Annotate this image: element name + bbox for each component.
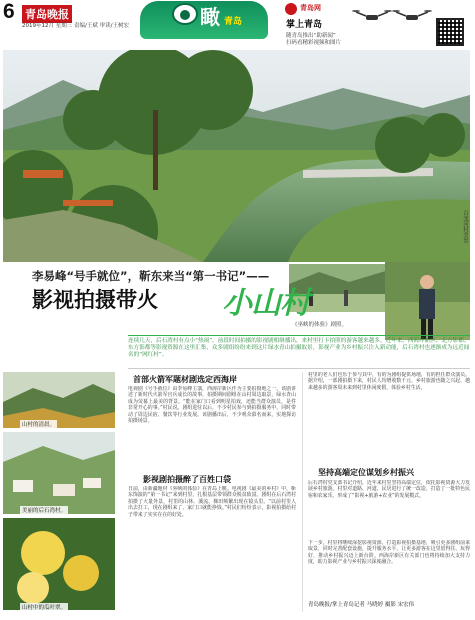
- photo-caption: 《巫峡的体验》剧照。: [292, 322, 348, 328]
- side-photo: [3, 518, 115, 610]
- date-line: 2019年12月 星期三 责编/王斌 审读/王树宏: [22, 23, 129, 29]
- article-headline-art: 小山村: [222, 286, 309, 321]
- body-text: 后石湾村党支部书记介绍，近年来村里坚持高端定位，依托影视资源大力发展乡村旅游。村里对道路、河道、民居进行了统一改造，打造了一批特色民宿和农家乐，形成了“影视+旅游+农业”的发展模式。: [308, 480, 470, 499]
- drone-icon: [392, 8, 432, 24]
- photo-caption: 山村的清晨。: [22, 422, 56, 428]
- paper-name: 青岛晚报: [22, 5, 72, 23]
- qr-code[interactable]: [436, 18, 464, 46]
- byline: 青岛晚报/掌上青岛记者 马晓婷 摄影 宋宏伟: [308, 602, 415, 608]
- person-photo: [385, 262, 470, 340]
- main-photo: [3, 50, 470, 262]
- drone-icon: [352, 8, 392, 24]
- masthead-subtitle: 青岛: [224, 17, 243, 27]
- lead-text: 连续几天，后石湾村有点小“热闹”，前段时间拍摄的影视剧相继播出，来村里打卡拍照的游客越来越多。近年来，西海岸新区、北方影都、东方影都等影视资源在这里汇集，众多剧组纷纷来到这片绿水青山拍摄取景，影视产业为乡村振兴注入新动能，后石湾村也逐渐成为远近闻名的“网红村”。: [128, 338, 470, 358]
- body-text: 电视剧《号手就位》由李易峰主演，西海岸新区作为主要拍摄地之一。该剧讲述了新时代火箭军官兵成长的故事，拍摄期间剧组在山村周边取景，绿水青山成为荧幕上最美的背景。“能在家门口看到明星拍戏，还能当群众演员，是件非常开心的事。”村民说。剧组进驻以后，不少村民参与到拍摄服务中，同时带动了周边民宿、餐饮等行业发展。该剧播出后，不少观众慕名而来，实地探访拍摄场景。: [128, 386, 296, 425]
- article-headline: 影视拍摄带火: [32, 288, 158, 312]
- subhead: 首部火箭军题材剧选定西海岸: [133, 375, 237, 384]
- app-name: 掌上青岛: [286, 20, 323, 30]
- camera-icon: [172, 3, 198, 25]
- subhead: 坚持高端定位谋划乡村振兴: [318, 468, 414, 477]
- lead-box: [128, 335, 470, 369]
- app-logo-icon: [285, 3, 297, 15]
- app-promo-line: 扫码看精彩视频和图片: [286, 40, 342, 46]
- side-photo: [3, 432, 115, 514]
- body-text: 村里的老人们也乐于参与其中，有的为剧组提供场地，有的担任群众演员。据介绍，一部剧拍摄下来，村民人均增收数千元，乡村旅游也随之兴起，越来越多的游客周末来到村里休闲度假，体验乡村生活。: [308, 372, 470, 391]
- subhead: 影视剧拍摄醉了百姓口袋: [143, 475, 231, 484]
- photo-caption: 百变河村美景: [462, 210, 468, 243]
- column-divider: [302, 372, 303, 612]
- app-promo-line: 随青岛推出“助新闻”: [286, 33, 336, 39]
- masthead-title: 瞰: [200, 5, 220, 29]
- page-number: 6: [3, 0, 15, 23]
- photo-caption: 美丽的后石湾村。: [22, 508, 67, 514]
- photo-caption: 山村中的瓜叶翠。: [22, 605, 67, 611]
- app-logo-text: 青岛网: [300, 4, 321, 12]
- body-text: 日前，由新疆题材《巫峡的体验》在青岛上映。电视剧《最美的乡村》中，靳东饰演的“第一书记”来到村里，扎根基层带领群众脱贫致富。剧组在后石湾村拍摄了大量外景，村里的山林、溪流、梯田频繁出现在镜头里。“以前村里人出去打工，现在剧组来了，家门口就能挣钱。”村民们纷纷表示，影视拍摄给村子带来了实实在在的好处。: [128, 486, 296, 518]
- article-deck: 李易峰“号手就位”，靳东来当“第一书记”——: [32, 269, 270, 283]
- body-text: 下一步，村里将继续深挖影视资源，打造影视拍摄基地，吸引更多剧组前来取景，同时完善配套设施，提升服务水平，让更多游客在这里留得住、玩得好，推动乡村振兴迈上新台阶。西海岸新区有关部门也将持续加大支持力度，助力影视产业与乡村振兴深度融合。: [308, 540, 470, 566]
